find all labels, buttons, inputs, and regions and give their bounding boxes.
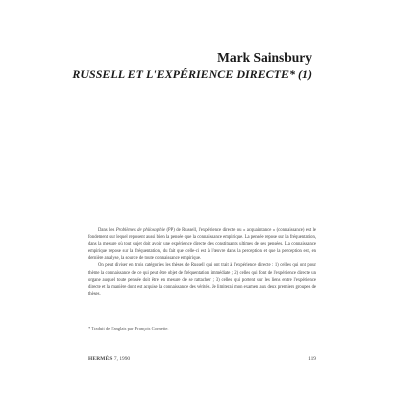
paragraph-2: On peut diviser en trois catégories les thèses de Russell qui ont trait à l'expérience directe : 1) celles qui ont pour thème la connaissance de ce qui peut être objet de fréquentation immédiate ; 2) celles qui font de l'expérience directe un organe auquel toute pensée doit être en mesure de se rattacher ; 3) celles qui portent sur les liens entre l'expérience directe et la manière dont est acquise la connaissance des vérités. Je limiterai mon examen aux deux premiers groupes de thèses. — [88, 263, 316, 297]
article-author: Mark Sainsbury — [217, 50, 312, 65]
translator-footnote: * Traduit de l'anglais par François Cornette. — [88, 326, 169, 331]
journal-issue: 7, 1990 — [112, 356, 131, 362]
paragraph-1-rest: (PP) de Russell, l'expérience directe ou « acquaintance » (connaissance) est le fondement sur lequel reposent aussi bien la pensée que la connaissance empirique. La pensée repose sur la fréquentation, dans la mesure où tout sujet doit avoir une expérience directe des constituants ultimes de ses pensées. La connaissance empirique repose sur la fréquentation, du fait que celle-ci est à l'œuvre dans la perception et que la perception est, en dernière analyse, la source de toute connaissance empirique. — [88, 228, 316, 262]
paragraph-1-start: Dans les — [98, 228, 116, 233]
journal-name: HERMÈS — [88, 356, 113, 362]
journal-citation — [88, 356, 130, 362]
book-title: Problèmes de philosophie — [115, 228, 165, 233]
article-title: RUSSELL ET L'EXPÉRIENCE DIRECTE* (1) — [72, 67, 312, 81]
paragraph-1 — [88, 227, 316, 262]
article-body — [88, 227, 316, 298]
page-number: 119 — [308, 356, 316, 362]
